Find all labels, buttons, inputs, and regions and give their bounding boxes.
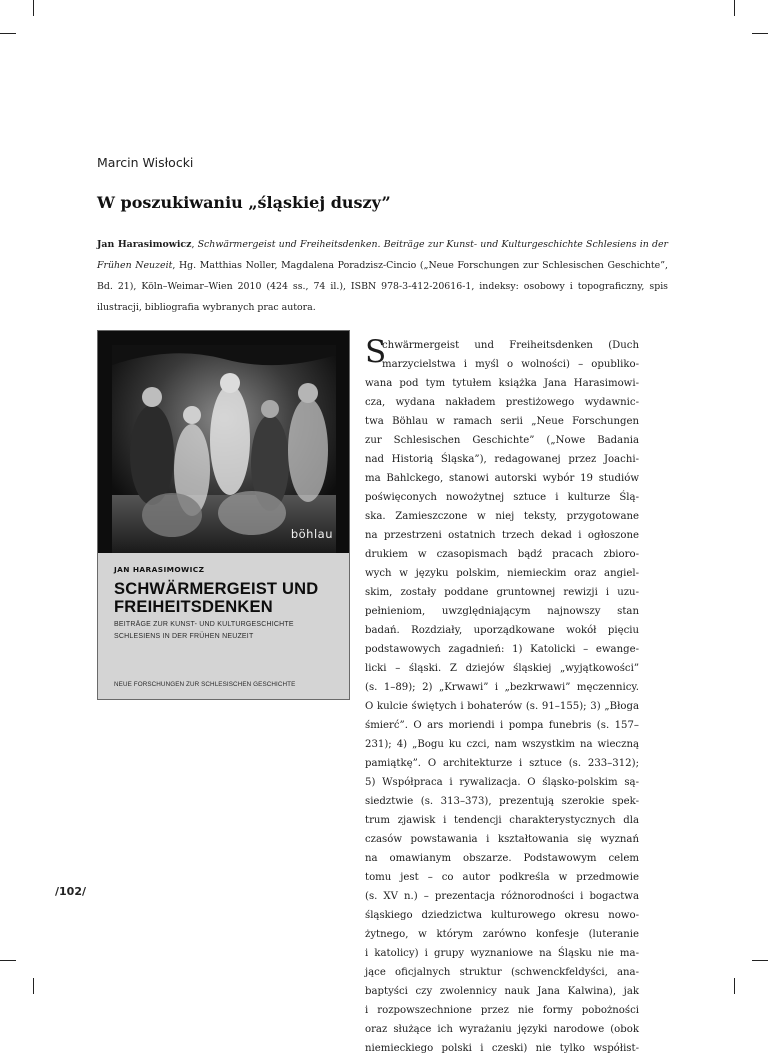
crop-mark: [752, 960, 768, 961]
body-line: żytnego, w którym zarówno konfesje (luteranie: [365, 929, 639, 940]
cover-subtitle-line: BEITRÄGE ZUR KUNST- UND KULTURGESCHICHTE: [114, 621, 294, 628]
body-line: drukiem w czasopismach bądź pracach zbioro-: [365, 549, 639, 560]
body-line: 5) Współpraca i rywalizacja. O śląsko-polskim są-: [365, 777, 639, 788]
body-line: podstawowych zagadnień: 1) Katolicki – ewange-: [365, 644, 639, 655]
body-line: niemieckiego polski i czeski) nie tylko współist-: [365, 1043, 639, 1054]
body-line: jące oficjalnych struktur (schwenckfeldyści, ana-: [365, 967, 639, 978]
cover-subtitle: [114, 619, 294, 643]
body-line: wych w języku polskim, niemieckim oraz angiel-: [365, 568, 639, 579]
cover-subtitle-line: SCHLESIENS IN DER FRÜHEN NEUZEIT: [114, 633, 254, 640]
book-cover-image: [97, 330, 350, 700]
book-author: Jan Harasimowicz: [97, 239, 192, 250]
book-details: , Hg. Matthias Noller, Magdalena Poradzisz-Cincio („Neue Forschungen zur Schlesischen Geschichte”, Bd. 21), Köln–Weimar–Wien 2010 (424 ss., 74 il.), ISBN 978-3-412-20616-1, indeksy: osobowy i topograficzny, spis ilustracji, bibliografia wybranych prac autora.: [97, 260, 668, 313]
cover-title-line: SCHWÄRMERGEIST UND: [114, 580, 319, 598]
body-line: (s. XV n.) – prezentacja różnorodności i bogactwa: [365, 891, 639, 902]
body-line: ma Bahlckego, stanowi autorski wybór 19 studiów: [365, 473, 639, 484]
drop-cap: S: [365, 334, 387, 370]
body-line: tomu jest – co autor podkreśla w przedmowie: [365, 872, 639, 883]
body-line: badań. Rozdziały, uporządkowane wokół pięciu: [365, 625, 639, 636]
body-line: cza, wydana nakładem prestiżowego wydawnic-: [365, 397, 639, 408]
crop-mark: [33, 0, 34, 16]
body-line: i katolicy) i grupy wyznaniowe na Śląsku nie ma-: [365, 948, 639, 959]
crop-mark: [0, 33, 16, 34]
body-line: twa Böhlau w ramach serii „Neue Forschungen: [365, 416, 639, 427]
body-line: skim, zostały poddane gruntownej rewizji i uzu-: [365, 587, 639, 598]
crop-mark: [734, 0, 735, 16]
crop-mark: [0, 960, 16, 961]
body-text: [365, 336, 639, 1058]
body-line: zur Schlesischen Geschichte” („Nowe Badania: [365, 435, 639, 446]
body-line: śląskiego dziedzictwa kulturowego okresu nowo-: [365, 910, 639, 921]
body-line: czasów powstawania i kształtowania się wyznań: [365, 834, 639, 845]
body-line: (s. 1–89); 2) „Krwawi” i „bezkrwawi” męczennicy.: [365, 682, 639, 693]
page-number: /102/: [55, 885, 86, 898]
body-line: śmierć”. O ars moriendi i pompa funebris (s. 157–: [365, 720, 639, 731]
body-line: pełnieniom, uwzględniającym najnowszy stan: [365, 606, 639, 617]
body-line: na przestrzeni ostatnich trzech dekad i ogłoszone: [365, 530, 639, 541]
body-line: ska. Zamieszczone w niej teksty, przygotowane: [365, 511, 639, 522]
cover-title: [114, 580, 318, 616]
body-line: nad Historią Śląska”), redagowanej przez Joachi-: [365, 454, 639, 465]
body-line: trum zjawisk i tendencji charakterystycznych dla: [365, 815, 639, 826]
body-line: poświęconych nowożytnej sztuce i kulturze Ślą-: [365, 492, 639, 503]
article-author: Marcin Wisłocki: [97, 155, 194, 170]
cover-series: NEUE FORSCHUNGEN ZUR SCHLESISCHEN GESCHICHTE: [114, 681, 296, 688]
body-line: wana pod tym tytułem książka Jana Harasimowi-: [365, 378, 639, 389]
body-line: oraz służące ich wyrażaniu języki narodowe (obok: [365, 1024, 639, 1035]
separator: ,: [191, 239, 198, 250]
body-line: O kulcie świętych i bohaterów (s. 91–155); 3) „Błoga: [365, 701, 639, 712]
body-line: baptyści czy zwolennicy nauk Jana Kalwina), jak: [365, 986, 639, 997]
body-line: pamiątkę”. O architekturze i sztuce (s. 233–312);: [365, 758, 639, 769]
body-line: chwärmergeist und Freiheitsdenken (Duch: [382, 340, 639, 351]
cover-publisher: böhlau: [290, 527, 333, 541]
cover-author: JAN HARASIMOWICZ: [114, 565, 205, 574]
body-line: na omawianym obszarze. Podstawowym celem: [365, 853, 639, 864]
crop-mark: [33, 978, 34, 994]
crop-mark: [752, 33, 768, 34]
body-line: siedztwie (s. 313–373), prezentują szerokie spek-: [365, 796, 639, 807]
cover-title-band: [98, 553, 349, 699]
body-line: licki – śląski. Z dziejów śląskiej „wyjątkowości”: [365, 663, 639, 674]
book-title: Schwärmergeist und Freiheitsdenken. Beiträge zur Kunst- und Kulturgeschichte Schlesiens in der Frühen Neuzeit: [97, 239, 668, 271]
body-line: i rozpowszechnione przez nie formy pobożności: [365, 1005, 639, 1016]
body-line: marzycielstwa i myśl o wolności) – opubliko-: [382, 359, 639, 370]
crop-mark: [734, 978, 735, 994]
cover-painting: [112, 345, 336, 553]
body-line: 231); 4) „Bogu ku czci, nam wszystkim na wieczną: [365, 739, 639, 750]
cover-title-line: FREIHEITSDENKEN: [114, 598, 273, 616]
article-title: W poszukiwaniu „śląskiej duszy”: [97, 193, 391, 212]
bibliographic-note: [97, 234, 668, 318]
